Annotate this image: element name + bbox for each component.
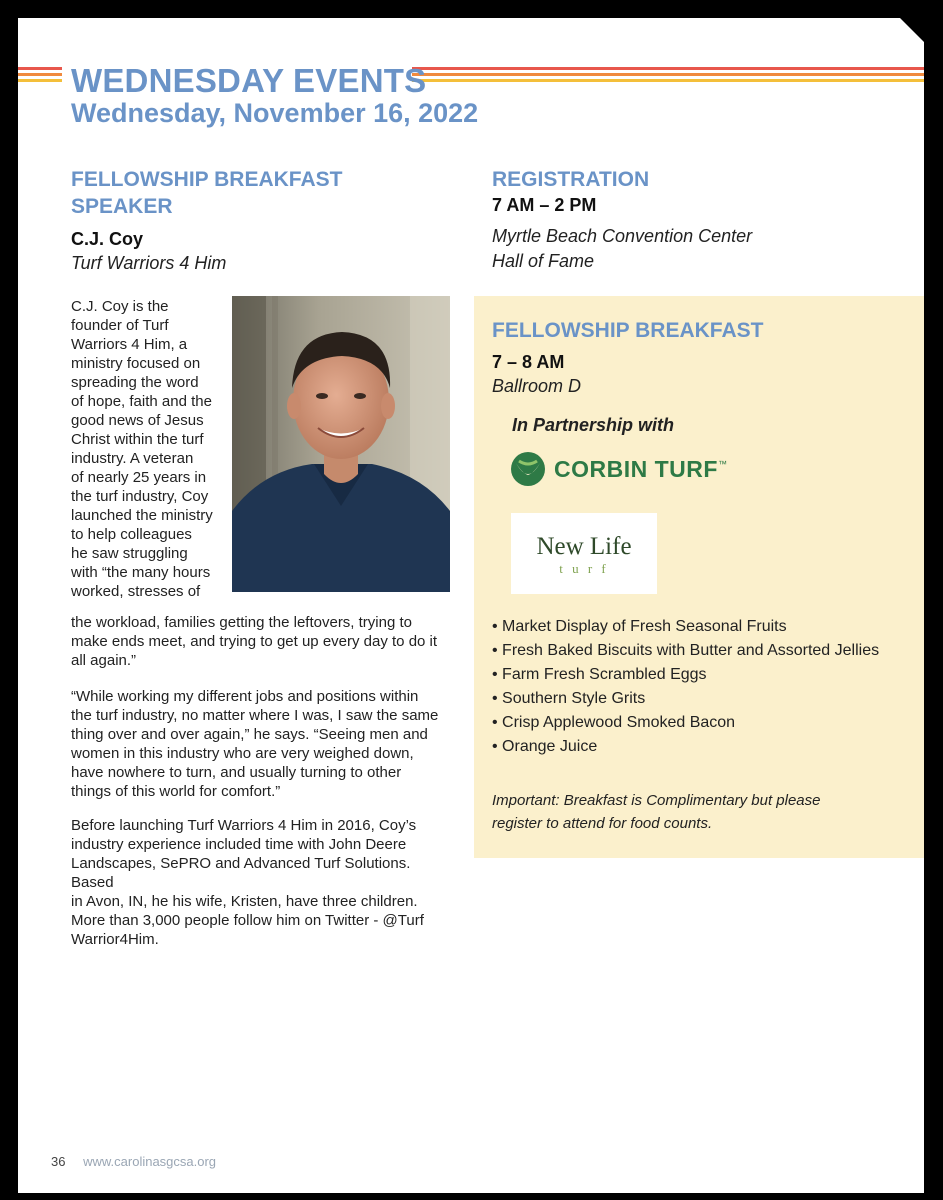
bio-line: industry. A veteran xyxy=(71,450,194,467)
bio-line: the workload, families getting the leftovers, trying to xyxy=(71,614,413,631)
closing-line: industry experience included time with John Deere xyxy=(71,836,407,853)
closing-paragraph xyxy=(71,816,451,949)
bio-narrow xyxy=(71,297,231,601)
bio-line: worked, stresses of xyxy=(71,583,201,600)
menu-item-text: Fresh Baked Biscuits with Butter and Assorted Jellies xyxy=(502,642,880,659)
bio-line: good news of Jesus xyxy=(71,412,204,429)
bio-line: with “the many hours xyxy=(71,564,211,581)
registration-heading: REGISTRATION xyxy=(492,168,650,191)
breakfast-menu xyxy=(492,615,902,759)
bio-line: the turf industry, Coy xyxy=(71,488,209,505)
speaker-heading-line2: SPEAKER xyxy=(71,195,173,218)
closing-line: Warrior4Him. xyxy=(71,931,159,948)
bio-line: of hope, faith and the xyxy=(71,393,212,410)
menu-item: • Crisp Applewood Smoked Bacon xyxy=(492,714,736,731)
breakfast-note-line1: Important: Breakfast is Complimentary but please xyxy=(492,792,821,809)
menu-item: • Farm Fresh Scrambled Eggs xyxy=(492,666,707,683)
closing-line: in Avon, IN, he his wife, Kristen, have three children. xyxy=(71,893,418,910)
registration-location-line2: Hall of Fame xyxy=(492,251,595,271)
quote-line: have nowhere to turn, and usually turning to other xyxy=(71,764,402,781)
speaker-section-heading xyxy=(71,166,342,220)
bio-line: he saw struggling xyxy=(71,545,188,562)
menu-item-text: Crisp Applewood Smoked Bacon xyxy=(502,714,736,731)
new-life-turf-logo xyxy=(511,513,657,594)
bio-line: ministry focused on xyxy=(71,355,201,372)
magazine-page xyxy=(18,18,924,1193)
quote-line: things of this world for comfort.” xyxy=(71,783,281,800)
speaker-photo xyxy=(232,296,450,592)
bio-wide xyxy=(71,613,451,670)
bio-line: make ends meet, and trying to get up every day to do it xyxy=(71,633,438,650)
closing-line: More than 3,000 people follow him on Twitter - @Turf xyxy=(71,912,424,929)
corbin-turf-logo xyxy=(510,451,727,487)
quote-line: women in this industry who are very weighed down, xyxy=(71,745,414,762)
partnership-label: In Partnership with xyxy=(512,415,675,435)
page-corner xyxy=(900,18,924,42)
bio-line: of nearly 25 years in xyxy=(71,469,207,486)
bio-line: C.J. Coy is the xyxy=(71,298,169,315)
menu-item-text: Orange Juice xyxy=(502,738,598,755)
closing-line: Before launching Turf Warriors 4 Him in 2016, Coy’s xyxy=(71,817,417,834)
bio-line: all again.” xyxy=(71,652,137,669)
registration-time: 7 AM – 2 PM xyxy=(492,195,597,215)
page-number: 36 xyxy=(51,1154,66,1169)
breakfast-time: 7 – 8 AM xyxy=(492,352,565,372)
speaker-org: Turf Warriors 4 Him xyxy=(71,253,227,273)
menu-item-text: Farm Fresh Scrambled Eggs xyxy=(502,666,707,683)
breakfast-panel xyxy=(474,296,924,858)
bio-line: spreading the word xyxy=(71,374,199,391)
closing-line: Landscapes, SePRO and Advanced Turf Solutions. Based xyxy=(71,855,411,891)
quote-paragraph xyxy=(71,687,451,801)
menu-item-text: Southern Style Grits xyxy=(502,690,646,707)
corbin-tm-mark: ™ xyxy=(717,459,727,469)
new-life-wordmark: New Life xyxy=(536,533,632,560)
footer-url[interactable]: www.carolinasgcsa.org xyxy=(83,1154,217,1169)
menu-item: • Southern Style Grits xyxy=(492,690,646,707)
breakfast-room: Ballroom D xyxy=(492,376,582,396)
header-stripes-left xyxy=(18,67,62,83)
quote-line: the turf industry, no matter where I was, I saw the same xyxy=(71,707,439,724)
quote-line: thing over and over again,” he says. “Seeing men and xyxy=(71,726,428,743)
bio-line: Warriors 4 Him, a xyxy=(71,336,188,353)
bio-line: launched the ministry xyxy=(71,507,213,524)
bio-line: Christ within the turf xyxy=(71,431,204,448)
new-life-subtitle: t u r f xyxy=(559,561,609,576)
page-footer xyxy=(51,1154,216,1169)
corbin-turf-name: CORBIN TURF xyxy=(554,455,718,482)
menu-item: • Market Display of Fresh Seasonal Fruits xyxy=(492,618,787,635)
bio-line: to help colleagues xyxy=(71,526,192,543)
header-stripes-right xyxy=(412,67,924,83)
page-date: Wednesday, November 16, 2022 xyxy=(71,98,479,128)
page-title: WEDNESDAY EVENTS xyxy=(71,62,427,99)
corbin-leaf-icon xyxy=(510,451,546,487)
breakfast-heading: FELLOWSHIP BREAKFAST xyxy=(492,319,764,342)
registration-location-line1: Myrtle Beach Convention Center xyxy=(492,226,753,246)
breakfast-note-line2: register to attend for food counts. xyxy=(492,815,713,832)
menu-item-text: Market Display of Fresh Seasonal Fruits xyxy=(502,618,787,635)
speaker-heading-line1: FELLOWSHIP BREAKFAST xyxy=(71,168,343,191)
speaker-photo-illustration xyxy=(232,296,450,592)
breakfast-note xyxy=(492,789,820,835)
menu-item: • Fresh Baked Biscuits with Butter and Assorted Jellies xyxy=(492,642,880,659)
bio-line: founder of Turf xyxy=(71,317,169,334)
menu-item: • Orange Juice xyxy=(492,738,598,755)
speaker-name: C.J. Coy xyxy=(71,229,144,249)
quote-line: “While working my different jobs and positions within xyxy=(71,688,419,705)
